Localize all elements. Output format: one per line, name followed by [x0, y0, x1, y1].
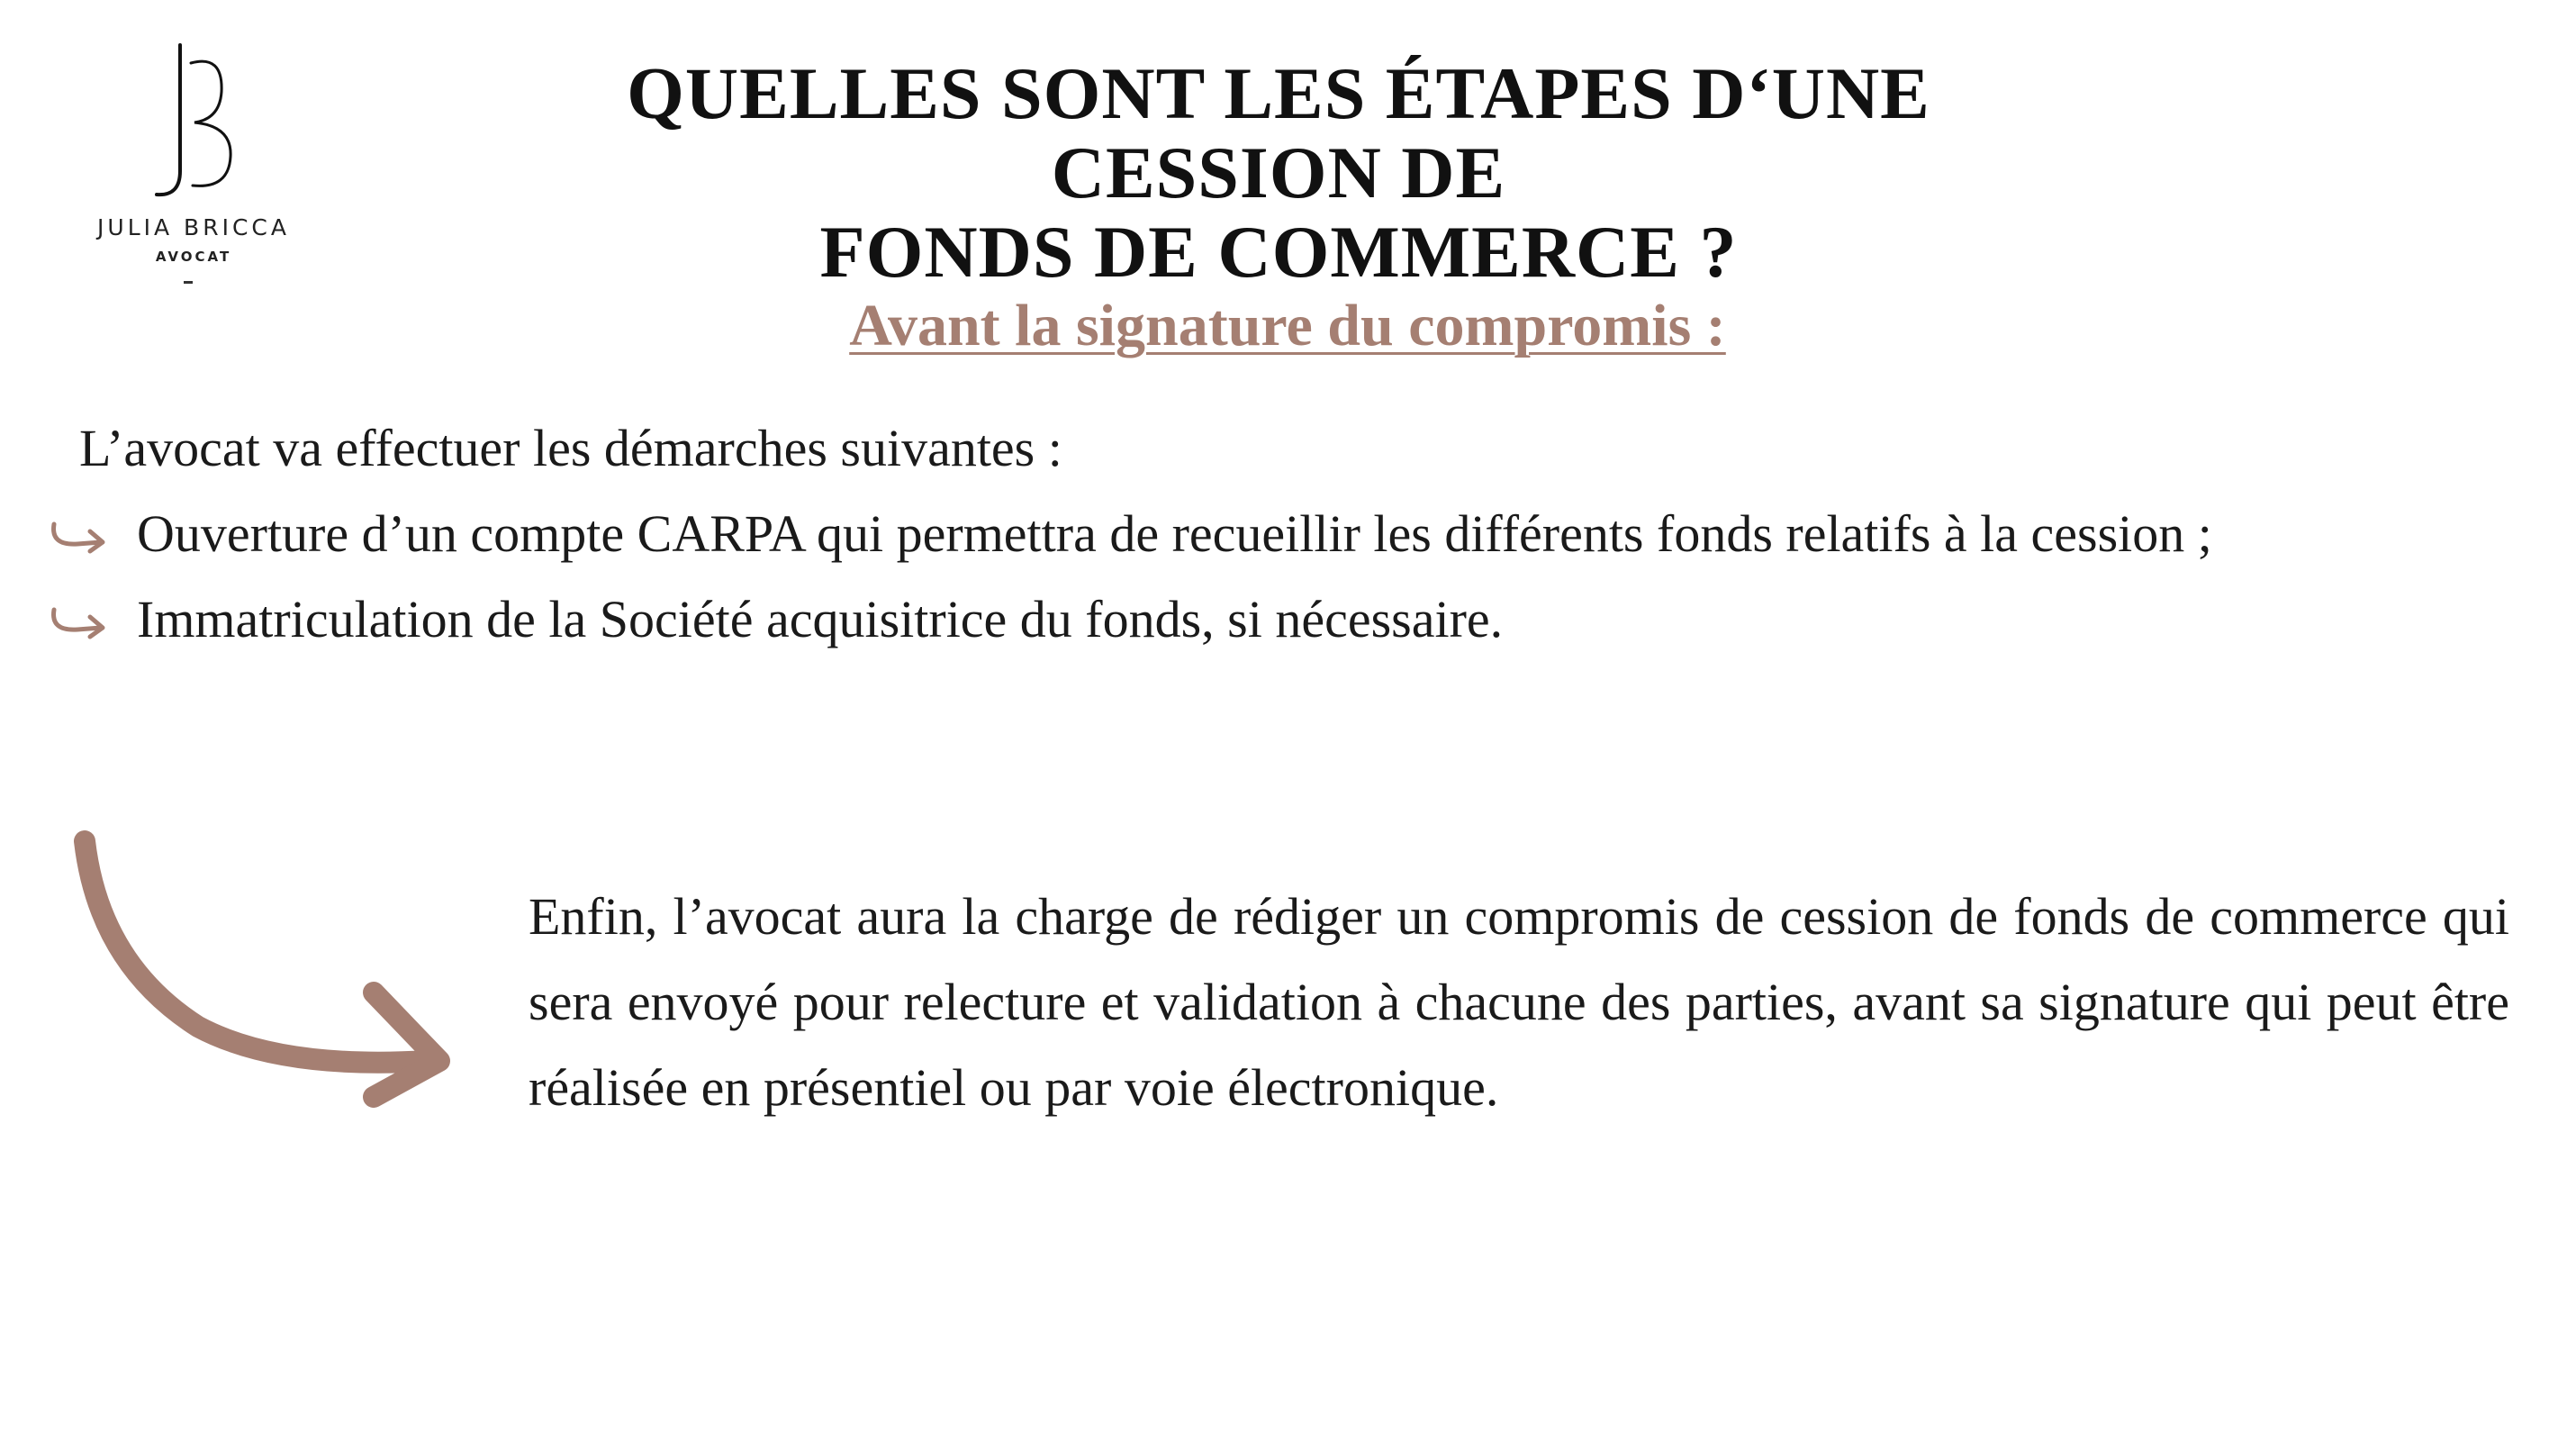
curved-arrow-icon [47, 604, 110, 640]
page-title [468, 54, 2089, 292]
list-item-text: Immatriculation de la Société acquisitrice du fonds, si nécessaire. [137, 590, 1504, 648]
intro-text: L’avocat va effectuer les démarches suivantes : [79, 419, 1062, 477]
large-curved-arrow-icon [63, 829, 468, 1117]
curved-arrow-icon [47, 519, 110, 555]
list-item-text: Ouverture d’un compte CARPA qui permettra de recueillir les différents fonds relatifs à la cession ; [137, 504, 2212, 563]
title-line-1: QUELLES SONT LES ÉTAPES D‘UNE CESSION DE [627, 52, 1930, 213]
jb-monogram-icon [144, 36, 243, 207]
logo-divider [184, 281, 193, 284]
title-line-2: FONDS DE COMMERCE ? [819, 211, 1738, 293]
logo-name: JULIA BRICCA [97, 214, 290, 240]
conclusion-paragraph: Enfin, l’avocat aura la charge de rédiger un compromis de cession de fonds de commerce qui sera envoyé pour relecture et validation à chacune des parties, avant sa signature qui peut être réalisée en présentiel ou par voie électronique. [529, 887, 2509, 1117]
logo-subtitle: AVOCAT [155, 249, 232, 265]
section-heading: Avant la signature du compromis : [849, 293, 1726, 358]
logo [90, 36, 297, 297]
